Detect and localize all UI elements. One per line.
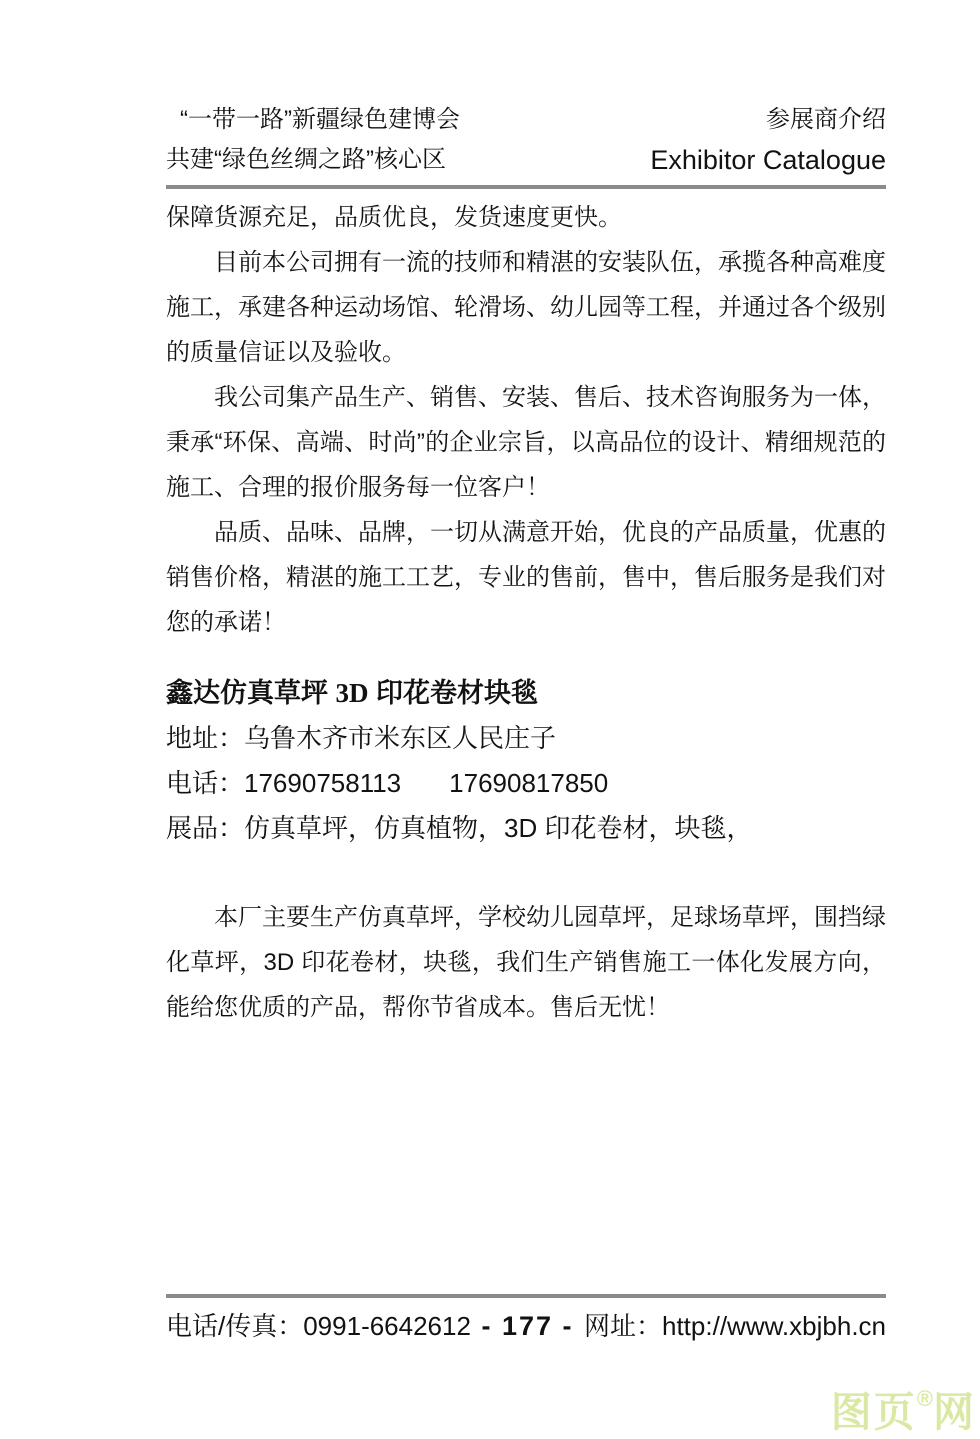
body-paragraph-4: 品质、品味、品牌，一切从满意开始，优良的产品质量，优惠的销售价格，精湛的施工工艺，专业的售前，售中，售后服务是我们对您的承诺！	[166, 519, 886, 636]
watermark-text-2: 网	[933, 1389, 976, 1435]
watermark-text-1: 图页	[830, 1389, 917, 1435]
header-expo-subtitle: 共建“绿色丝绸之路”核心区	[166, 146, 446, 173]
header-expo-title: “一带一路”新疆绿色建博会	[180, 106, 460, 133]
watermark-logo	[831, 1388, 976, 1433]
footer-website: 网址：http://www.xbjbh.cn	[584, 1311, 886, 1341]
header-left	[166, 100, 460, 180]
header-right	[650, 100, 886, 180]
exhibits-value: 仿真草坪，仿真植物，3D 印花卷材，块毯，	[244, 813, 753, 843]
phone-label: 电话：	[166, 768, 245, 798]
body-paragraph-1: 保障货源充足，品质优良，发货速度更快。	[166, 204, 622, 231]
company-address-line	[166, 716, 886, 761]
body-paragraph-2: 目前本公司拥有一流的技师和精湛的安装队伍，承揽各种高难度施工，承建各种运动场馆、轮滑场、幼儿园等工程，并通过各个级别的质量信证以及验收。	[166, 249, 886, 366]
company-description: 本厂主要生产仿真草坪，学校幼儿园草坪，足球场草坪，围挡绿化草坪，3D 印花卷材，块毯，我们生产销售施工一体化发展方向，能给您优质的产品，帮你节省成本。售后无忧！	[166, 904, 886, 1021]
company-name-suffix: 印花卷材块毯	[368, 678, 539, 708]
company-exhibits-line	[166, 806, 886, 851]
address-label: 地址：	[166, 723, 245, 753]
page-content	[166, 0, 886, 1030]
header-section-title-en: Exhibitor Catalogue	[650, 145, 886, 175]
body-paragraph-3: 我公司集产品生产、销售、安装、售后、技术咨询服务为一体，秉承“环保、高端、时尚”的企业宗旨，以高品位的设计、精细规范的施工、合理的报价服务每一位客户！	[166, 384, 886, 501]
header-section-title-zh: 参展商介绍	[766, 106, 886, 133]
exhibits-label: 展品：	[166, 813, 245, 843]
header-divider	[166, 185, 886, 189]
company-name-heading	[166, 671, 886, 716]
footer-page-number: - 177 -	[481, 1311, 574, 1341]
page-footer	[166, 1294, 886, 1344]
company-name-prefix: 鑫达仿真草坪	[166, 678, 336, 708]
page-header	[166, 100, 886, 180]
company-phone-line	[166, 761, 886, 806]
body-text	[166, 195, 886, 645]
footer-phone-fax: 电话/传真：0991-6642612	[166, 1311, 471, 1341]
address-value: 乌鲁木齐市米东区人民庄子	[244, 723, 557, 753]
phone-number-2: 17690817850	[449, 768, 609, 798]
registered-trademark-icon: ®	[916, 1386, 933, 1411]
phone-number-1: 17690758113	[244, 768, 402, 798]
company-name-3d: 3D	[335, 678, 369, 708]
